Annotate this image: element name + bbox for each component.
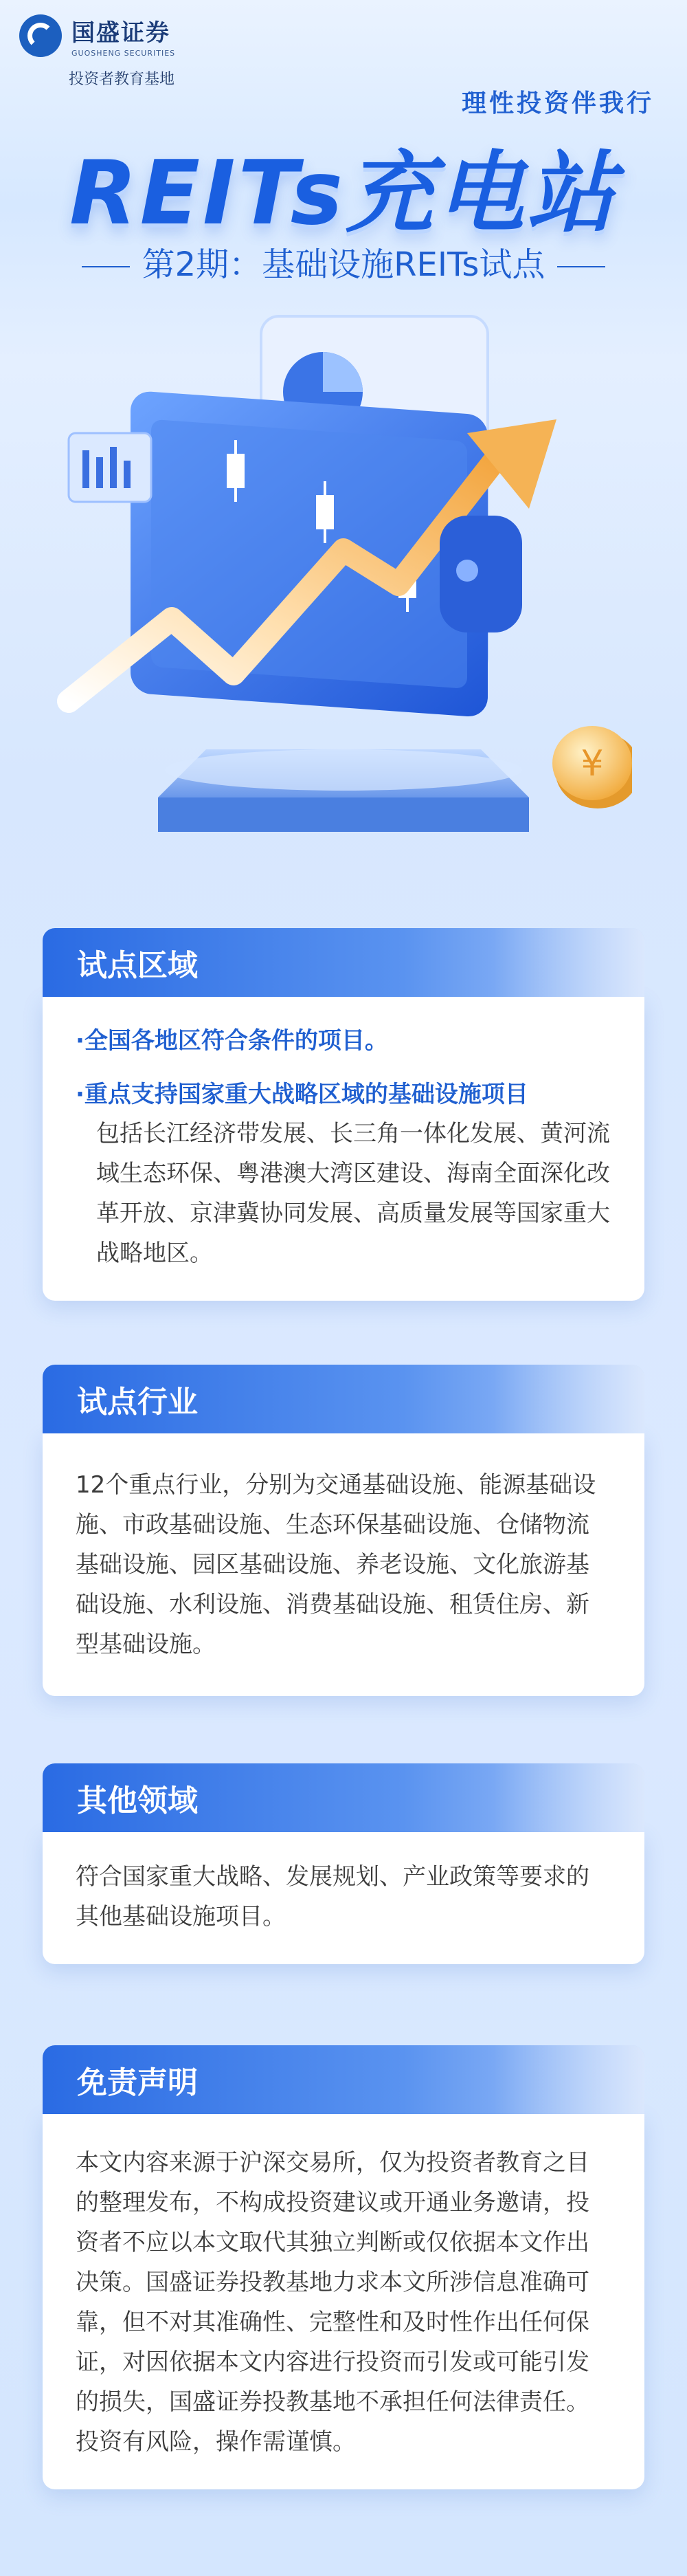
small-bar-chart-icon (69, 433, 151, 502)
section-pilot-industry (43, 1365, 644, 1696)
section-heading: 试点区域 (43, 928, 644, 997)
section-disclaimer (43, 2045, 644, 2489)
brand-english: GUOSHENG SECURITIES (71, 49, 176, 58)
section-body: 本文内容来源于沪深交易所，仅为投资者教育之目的整理发布，不构成投资建议或开通业务邀请，投资者不应以本文取代其独立判断或仅依据本文作出决策。国盛证券投教基地力求本文所涉信息准确可靠，但不对其准确性、完整性和及时性作出任何保证，对因依据本文内容进行投资而引发或可能引发的损失，国盛证券投教基地不承担任何法律责任。投资有风险，操作需谨慎。 (43, 2114, 644, 2489)
brand-subtitle: 投资者教育基地 (69, 71, 175, 88)
brand-logo (19, 14, 175, 58)
divider-left (82, 266, 130, 267)
divider-right (557, 266, 605, 267)
section-pilot-region (43, 928, 644, 1301)
slogan: 理性投资伴我行 (461, 89, 654, 118)
guosheng-logo-icon (19, 14, 62, 57)
hero-illustration (55, 289, 632, 894)
issue-text: 第2期：基础设施REITs试点 (142, 245, 545, 284)
section-heading: 试点行业 (43, 1365, 644, 1433)
bullet-item: ·全国各地区符合条件的项目。 (76, 1027, 388, 1055)
svg-text:¥: ¥ (581, 743, 604, 784)
section-heading: 免责声明 (43, 2045, 644, 2114)
coin-icon (552, 726, 632, 808)
issue-subtitle (0, 238, 687, 285)
page-title: REITs充电站 (69, 142, 618, 245)
header-banner (0, 0, 687, 907)
clip-band (440, 516, 522, 632)
brand-name: 国盛证券 (71, 19, 170, 47)
section-body (43, 997, 644, 1301)
section-heading: 其他领域 (43, 1763, 644, 1832)
bullet-detail: 包括长江经济带发展、长三角一体化发展、黄河流域生态环保、粤港澳大湾区建设、海南全面深化改革开放、京津冀协同发展、高质量发展等国家重大战略地区。 (96, 1120, 610, 1267)
section-other-fields (43, 1763, 644, 1964)
bullet-item: ·重点支持国家重大战略区域的基础设施项目 (76, 1081, 528, 1108)
pedestal (158, 749, 529, 832)
section-body: 符合国家重大战略、发展规划、产业政策等要求的其他基础设施项目。 (43, 1832, 644, 1964)
section-body: 12个重点行业，分别为交通基础设施、能源基础设施、市政基础设施、生态环保基础设施、仓储物流基础设施、园区基础设施、养老设施、文化旅游基础设施、水利设施、消费基础设施、租赁住房、新型基础设施。 (43, 1433, 644, 1696)
